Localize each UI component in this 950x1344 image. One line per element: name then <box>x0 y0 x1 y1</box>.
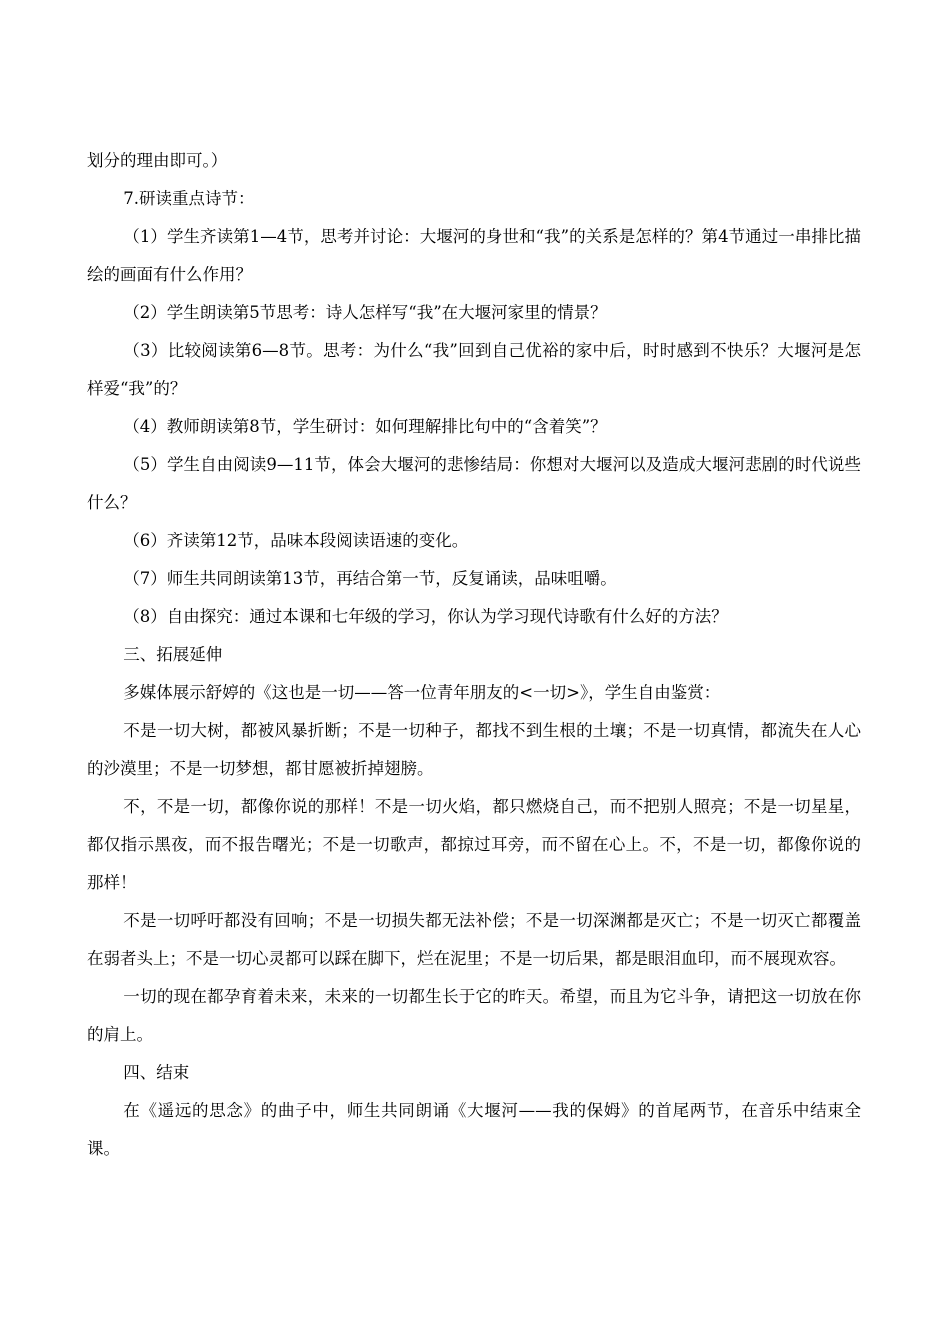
paragraph-conclusion: 在《遥远的思念》的曲子中，师生共同朗诵《大堰河——我的保姆》的首尾两节，在音乐中结束全课。 <box>87 1101 861 1158</box>
question-2: （2）学生朗读第5节思考：诗人怎样写“我”在大堰河家里的情景？ <box>123 303 607 322</box>
question-6: （6）齐读第12节，品味本段阅读语速的变化。 <box>123 531 469 550</box>
paragraph-continuation: 划分的理由即可。） <box>87 151 228 170</box>
section-heading-end: 四、结束 <box>123 1063 190 1082</box>
question-4: （4）教师朗读第8节，学生研讨：如何理解排比句中的“含着笑”？ <box>123 417 607 436</box>
question-8: （8）自由探究：通过本课和七年级的学习，你认为学习现代诗歌有什么好的方法？ <box>123 607 728 626</box>
step-heading-7: 7.研读重点诗节： <box>123 189 255 208</box>
paragraph-intro: 多媒体展示舒婷的《这也是一切——答一位青年朋友的<一切>》，学生自由鉴赏： <box>123 683 721 702</box>
question-7: （7）师生共同朗读第13节，再结合第一节，反复诵读，品味咀嚼。 <box>123 569 617 588</box>
document-body <box>87 142 861 1168</box>
poem-stanza-2: 不，不是一切，都像你说的那样！不是一切火焰，都只燃烧自己，而不把别人照亮；不是一切星星，都仅指示黑夜，而不报告曙光；不是一切歌声，都掠过耳旁，而不留在心上。不，不是一切，都像你说的那样！ <box>87 797 861 892</box>
question-3: （3）比较阅读第6—8节。思考：为什么“我”回到自己优裕的家中后，时时感到不快乐？大堰河是怎样爱“我”的？ <box>87 341 861 398</box>
poem-stanza-1: 不是一切大树，都被风暴折断；不是一切种子，都找不到生根的土壤；不是一切真情，都流失在人心的沙漠里；不是一切梦想，都甘愿被折掉翅膀。 <box>87 721 861 778</box>
question-1: （1）学生齐读第1—4节，思考并讨论：大堰河的身世和“我”的关系是怎样的？第4节通过一串排比描绘的画面有什么作用？ <box>87 227 861 284</box>
question-5: （5）学生自由阅读9—11节，体会大堰河的悲惨结局：你想对大堰河以及造成大堰河悲剧的时代说些什么？ <box>87 455 861 512</box>
section-heading-extension: 三、拓展延伸 <box>123 645 223 664</box>
poem-stanza-3: 不是一切呼吁都没有回响；不是一切损失都无法补偿；不是一切深渊都是灭亡；不是一切灭亡都覆盖在弱者头上；不是一切心灵都可以踩在脚下，烂在泥里；不是一切后果，都是眼泪血印，而不展现欢容。 <box>87 911 861 968</box>
poem-stanza-4: 一切的现在都孕育着未来，未来的一切都生长于它的昨天。希望，而且为它斗争，请把这一切放在你的肩上。 <box>87 987 861 1044</box>
